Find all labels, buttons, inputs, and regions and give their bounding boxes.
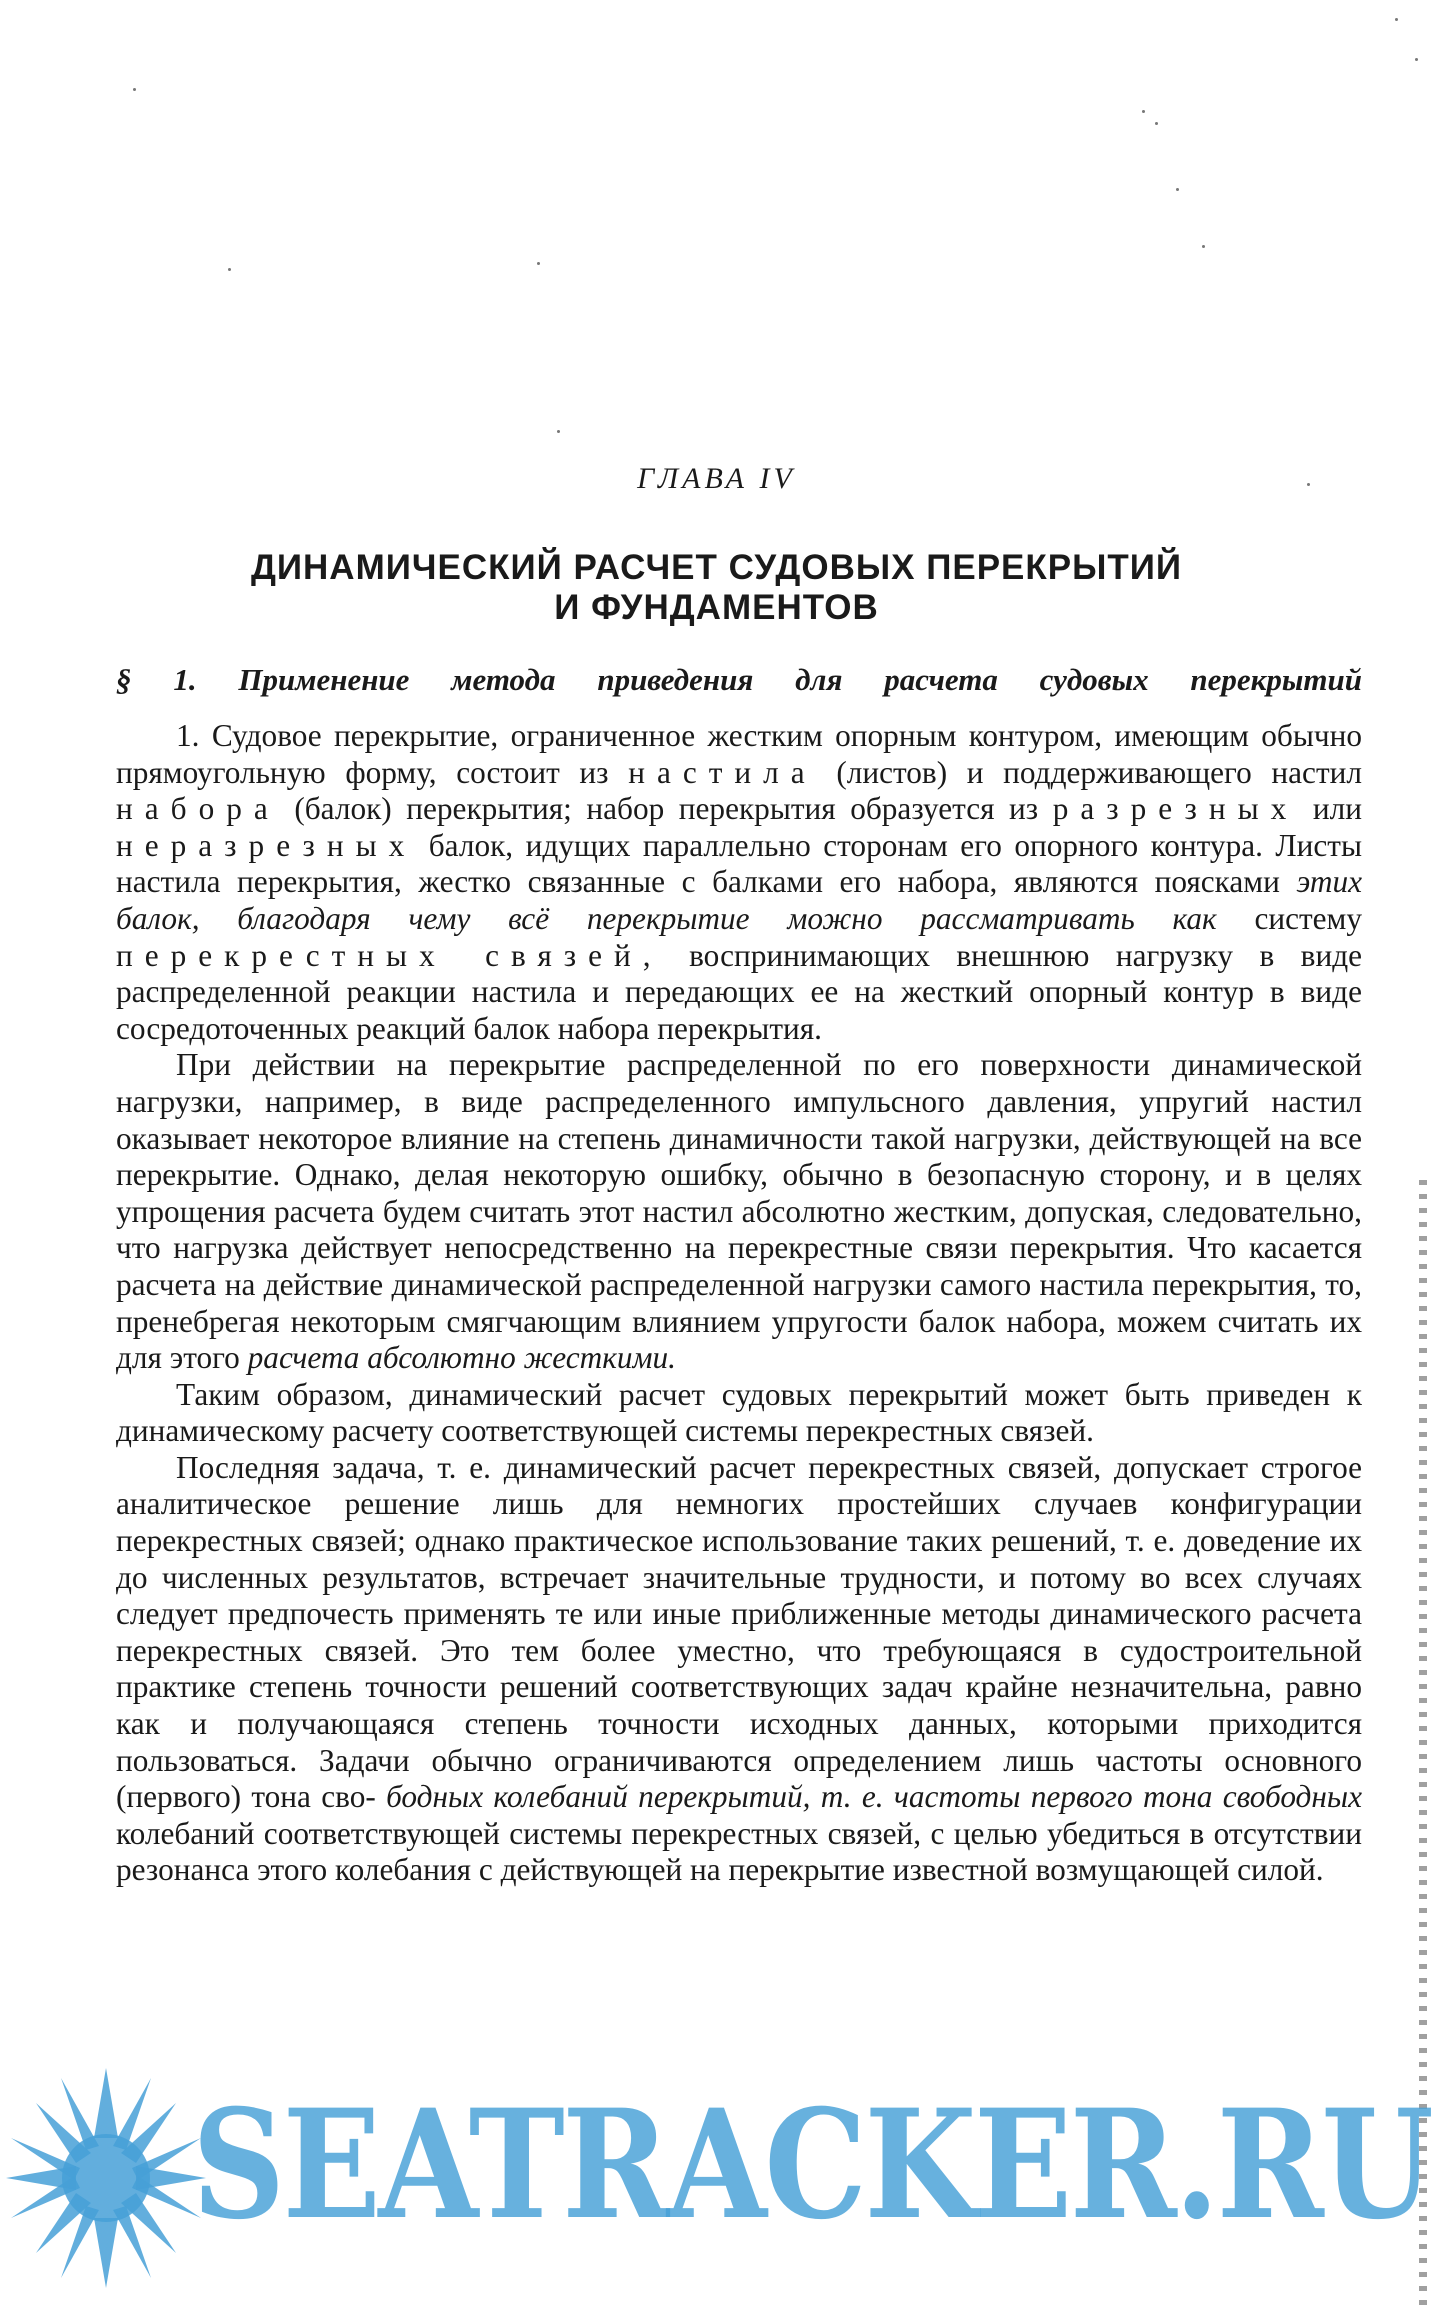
- watermark: [0, 2062, 1433, 2312]
- scan-speck: [1142, 110, 1145, 113]
- emphasized-term: разрезных: [1052, 791, 1299, 827]
- italic-run: бодных колебаний перекрытий, т. е. частоты первого тона свободных: [386, 1779, 1362, 1815]
- body-text: [116, 718, 1362, 1889]
- text-run: систему: [1254, 900, 1362, 936]
- paragraph-1: [116, 718, 1362, 1047]
- scan-speck: [537, 262, 540, 265]
- emphasized-term: неразрезных: [116, 827, 417, 863]
- text-run: (листов) и поддерживающего настил: [836, 754, 1362, 790]
- paragraph-4: [116, 1450, 1362, 1889]
- scan-speck: [1307, 483, 1310, 486]
- scan-speck: [133, 88, 136, 91]
- italic-run: этих балок, благодаря чему всё перекрытие можно рассматривать как: [116, 864, 1362, 936]
- text-run: 1. Судовое перекрытие, ограниченное жестким опорным контуром, имеющим обычно прямоугольную форму, состоит из: [116, 718, 1362, 790]
- watermark-text: SEATRACKER.RU: [192, 2077, 1432, 2253]
- scan-speck: [1176, 188, 1179, 191]
- text-run: Последняя задача, т. е. динамический расчет перекрестных связей, допускает строгое аналитическое решение лишь для немногих простейших случаев конфигурации перекрестных связей; однако практическое использование таких решений, т. е. доведение их до численных результатов, встречает значительные трудности, и потому во всех случаях следует предпочесть применять те или иные приближенные методы динамического расчета перекрестных связей. Это тем более уместно, что требующаяся в судостроительной практике степень точности решений соответствующих задач крайне незначительна, равно как и получающаяся степень точности исходных данных, которыми приходится пользоваться. Задачи обычно ограничиваются определением лишь частоты основного (первого) тона сво-: [116, 1449, 1362, 1815]
- scan-speck: [228, 268, 231, 271]
- text-run: балок, идущих параллельно сторонам его опорного контура. Листы настила перекрытия, жестко связанные с балками его набора, являются поясками: [116, 827, 1362, 900]
- emphasized-term: набора: [116, 791, 280, 827]
- paragraph-2: [116, 1047, 1362, 1376]
- text-run: При действии на перекрытие распределенной по его поверхности динамической нагрузки, например, в виде распределенного импульсного давления, упругий настил оказывает некоторое влияние на степень динамичности такой нагрузки, действующей на все перекрытие. Однако, делая некоторую ошибку, обычно в безопасную сторону, и в целях упрощения расчета будем считать этот настил абсолютно жестким, допуская, следовательно, что нагрузка действует непосредственно на перекрестные связи перекрытия. Что касается расчета на действие динамической распределенной нагрузки самого настила перекрытия, то, пренебрегая некоторым смягчающим влиянием упругости балок набора, можем считать их для этого: [116, 1047, 1362, 1376]
- text-run: колебаний соответствующей системы перекрестных связей, с целью убедиться в отсутствии резонанса этого колебания с действующей на перекрытие известной возмущающей силой.: [116, 1815, 1362, 1888]
- chapter-title: [0, 548, 1433, 628]
- scan-speck: [1155, 122, 1158, 125]
- chapter-title-line-1: ДИНАМИЧЕСКИЙ РАСЧЕТ СУДОВЫХ ПЕРЕКРЫТИЙ: [250, 548, 1183, 587]
- italic-run: расчета абсолютно жесткими.: [247, 1340, 676, 1376]
- scan-speck: [1395, 18, 1398, 21]
- text-run: Таким образом, динамический расчет судовых перекрытий может быть приведен к динамическому расчету соответствующей системы перекрестных связей.: [116, 1376, 1362, 1449]
- chapter-label: ГЛАВА IV: [637, 462, 796, 495]
- paragraph-3: [116, 1377, 1362, 1450]
- sun-icon: [6, 2068, 206, 2288]
- chapter-title-line-2: И ФУНДАМЕНТОВ: [554, 588, 879, 627]
- emphasized-term: перекрестных связей,: [116, 937, 663, 973]
- section-heading: § 1. Применение метода приведения для расчета судовых перекрытий: [116, 662, 1362, 697]
- text-run: (балок) перекрытия; набор перекрытия образуется из: [294, 791, 1039, 827]
- text-run: или: [1312, 791, 1362, 827]
- emphasized-term: настила: [628, 754, 817, 790]
- scan-speck: [557, 430, 560, 433]
- text-run: воспринимающих внешнюю нагрузку в виде распределенной реакции настила и передающих ее на жесткий опорный контур в виде сосредоточенных реакций балок набора перекрытия.: [116, 937, 1363, 1046]
- scan-speck: [1415, 58, 1418, 61]
- scan-speck: [1202, 245, 1205, 248]
